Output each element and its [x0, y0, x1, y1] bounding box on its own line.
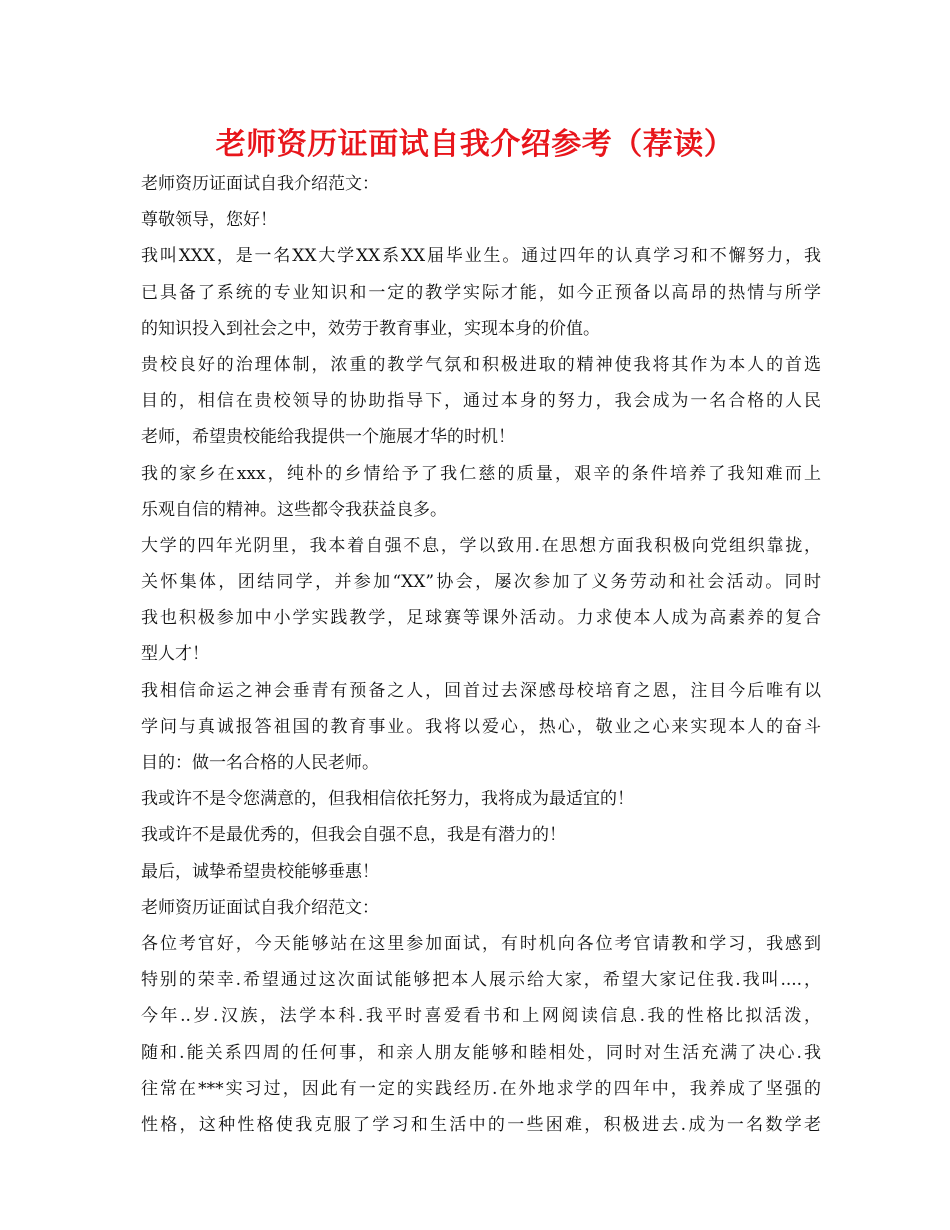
text-line: 性格，这种性格使我克服了学习和生活中的一些困难，积极进去.成为一名数学老	[141, 1114, 821, 1135]
text-line: 我也积极参加中小学实践教学，足球赛等课外活动。力求使本人成为高素养的复合	[141, 608, 821, 629]
text-line: 老师，希望贵校能给我提供一个施展才华的时机！	[141, 427, 515, 448]
text-line: 随和.能关系四周的任何事，和亲人朋友能够和睦相处，同时对生活充满了决心.我	[141, 1042, 821, 1063]
text-line: 我叫XXX，是一名XX大学XX系XX届毕业生。通过四年的认真学习和不懈努力，我	[141, 246, 821, 267]
text-line: 已具备了系统的专业知识和一定的教学实际才能，如今正预备以高昂的热情与所学	[141, 282, 821, 303]
text-line: 我或许不是最优秀的，但我会自强不息，我是有潜力的！	[141, 825, 566, 846]
text-line: 目的：做一名合格的人民老师。	[141, 753, 379, 773]
text-line: 关怀集体，团结同学，并参加“XX”协会，屡次参加了义务劳动和社会活动。同时	[141, 572, 821, 593]
text-line: 我或许不是令您满意的，但我相信依托努力，我将成为最适宜的！	[141, 789, 634, 810]
text-line: 往常在***实习过，因此有一定的实践经历.在外地求学的四年中，我养成了坚强的	[141, 1078, 821, 1099]
text-line: 特别的荣幸.希望通过这次面试能够把本人展示给大家，希望大家记住我.我叫....，	[141, 970, 821, 991]
text-line: 老师资历证面试自我介绍范文：	[141, 897, 379, 918]
document-body	[141, 166, 821, 1143]
text-line: 最后，诚挚希望贵校能够垂惠！	[141, 861, 379, 882]
text-line: 学问与真诚报答祖国的教育事业。我将以爱心，热心，敬业之心来实现本人的奋斗	[141, 716, 821, 737]
text-line: 型人才！	[141, 644, 209, 665]
document-title: 老师资历证面试自我介绍参考（荐读）	[215, 127, 735, 162]
text-line: 尊敬领导，您好！	[141, 210, 277, 231]
text-line: 目的，相信在贵校领导的协助指导下，通过本身的努力，我会成为一名合格的人民	[141, 391, 821, 412]
text-line: 贵校良好的治理体制，浓重的教学气氛和积极进取的精神使我将其作为本人的首选	[141, 354, 821, 375]
text-line: 的知识投入到社会之中，效劳于教育事业，实现本身的价值。	[141, 318, 600, 339]
text-line: 乐观自信的精神。这些都令我获益良多。	[141, 499, 447, 520]
text-line: 各位考官好，今天能够站在这里参加面试，有时机向各位考官请教和学习，我感到	[141, 933, 821, 954]
text-line: 老师资历证面试自我介绍范文：	[141, 174, 379, 194]
text-line: 大学的四年光阴里，我本着自强不息，学以致用.在思想方面我积极向党组织靠拢，	[141, 535, 821, 556]
text-line: 我的家乡在xxx，纯朴的乡情给予了我仁慈的质量，艰辛的条件培养了我知难而上	[141, 463, 821, 484]
text-line: 今年..岁.汉族，法学本科.我平时喜爱看书和上网阅读信息.我的性格比拟活泼，	[141, 1006, 821, 1027]
text-line: 我相信命运之神会垂青有预备之人，回首过去深感母校培育之恩，注目今后唯有以	[141, 680, 821, 701]
